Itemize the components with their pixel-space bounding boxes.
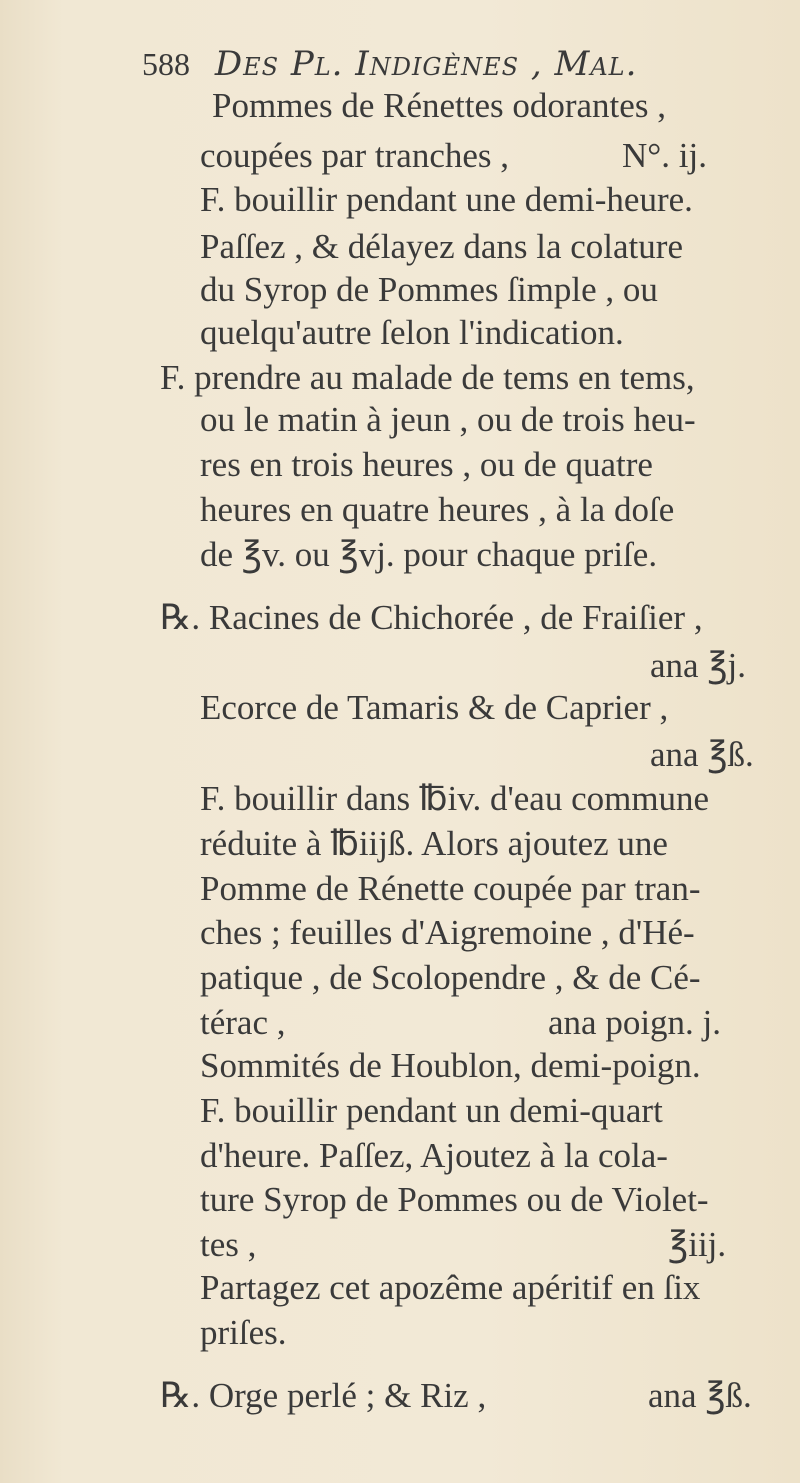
text-line: de ℥v. ou ℥vj. pour chaque priſe. bbox=[200, 535, 658, 574]
text-line: coupées par tranches , bbox=[200, 136, 510, 175]
dose-line: ana poign. j. bbox=[548, 1003, 722, 1042]
text-line: du Syrop de Pommes ſimple , ou bbox=[200, 270, 658, 309]
text-line: Pommes de Rénettes odorantes , bbox=[212, 86, 666, 125]
recipe-line: ℞. Orge perlé ; & Riz , bbox=[160, 1376, 487, 1415]
text-line: Paſſez , & délayez dans la colature bbox=[200, 227, 683, 266]
text-line: priſes. bbox=[200, 1313, 287, 1352]
text-line: ches ; feuilles d'Aigremoine , d'Hé- bbox=[200, 913, 695, 952]
text-line: térac , bbox=[200, 1003, 286, 1042]
text-line: Partagez cet apozême apéritif en ſix bbox=[200, 1268, 701, 1307]
dose-line: ana ℥ß. bbox=[650, 735, 754, 774]
text-line: d'heure. Paſſez, Ajoutez à la cola- bbox=[200, 1136, 668, 1175]
text-line: réduite à ℔iijß. Alors ajoutez une bbox=[200, 824, 668, 863]
dose-line: ℥iij. bbox=[668, 1225, 727, 1264]
text-line: F. bouillir dans ℔iv. d'eau commune bbox=[200, 779, 710, 818]
text-line: res en trois heures , ou de quatre bbox=[200, 445, 653, 484]
text-line: ture Syrop de Pommes ou de Violet- bbox=[200, 1180, 709, 1219]
text-line: Sommités de Houblon, demi-poign. bbox=[200, 1046, 701, 1085]
text-line: Pomme de Rénette coupée par tran- bbox=[200, 869, 701, 908]
text-line: F. bouillir pendant une demi-heure. bbox=[200, 180, 693, 219]
dose-line: ana ℥ß. bbox=[648, 1376, 752, 1415]
text-line: heures en quatre heures , à la doſe bbox=[200, 490, 675, 529]
recipe-line: ℞. Racines de Chichorée , de Fraiſier , bbox=[160, 598, 703, 637]
text-line: F. prendre au malade de tems en tems, bbox=[160, 358, 695, 397]
text-line: tes , bbox=[200, 1225, 257, 1264]
dose-line: ana ℥j. bbox=[650, 646, 747, 685]
text-line: patique , de Scolopendre , & de Cé- bbox=[200, 958, 701, 997]
text-line: F. bouillir pendant un demi-quart bbox=[200, 1091, 663, 1130]
text-line: quelqu'autre ſelon l'indication. bbox=[200, 313, 624, 352]
running-head-title: Des Pl. Indigènes , Mal. bbox=[214, 44, 638, 84]
text-line: ou le matin à jeun , ou de trois heu- bbox=[200, 400, 696, 439]
text-line-number: N°. ij. bbox=[622, 136, 707, 175]
page-number: 588 bbox=[142, 46, 190, 82]
recipe-line: Ecorce de Tamaris & de Caprier , bbox=[200, 688, 669, 727]
